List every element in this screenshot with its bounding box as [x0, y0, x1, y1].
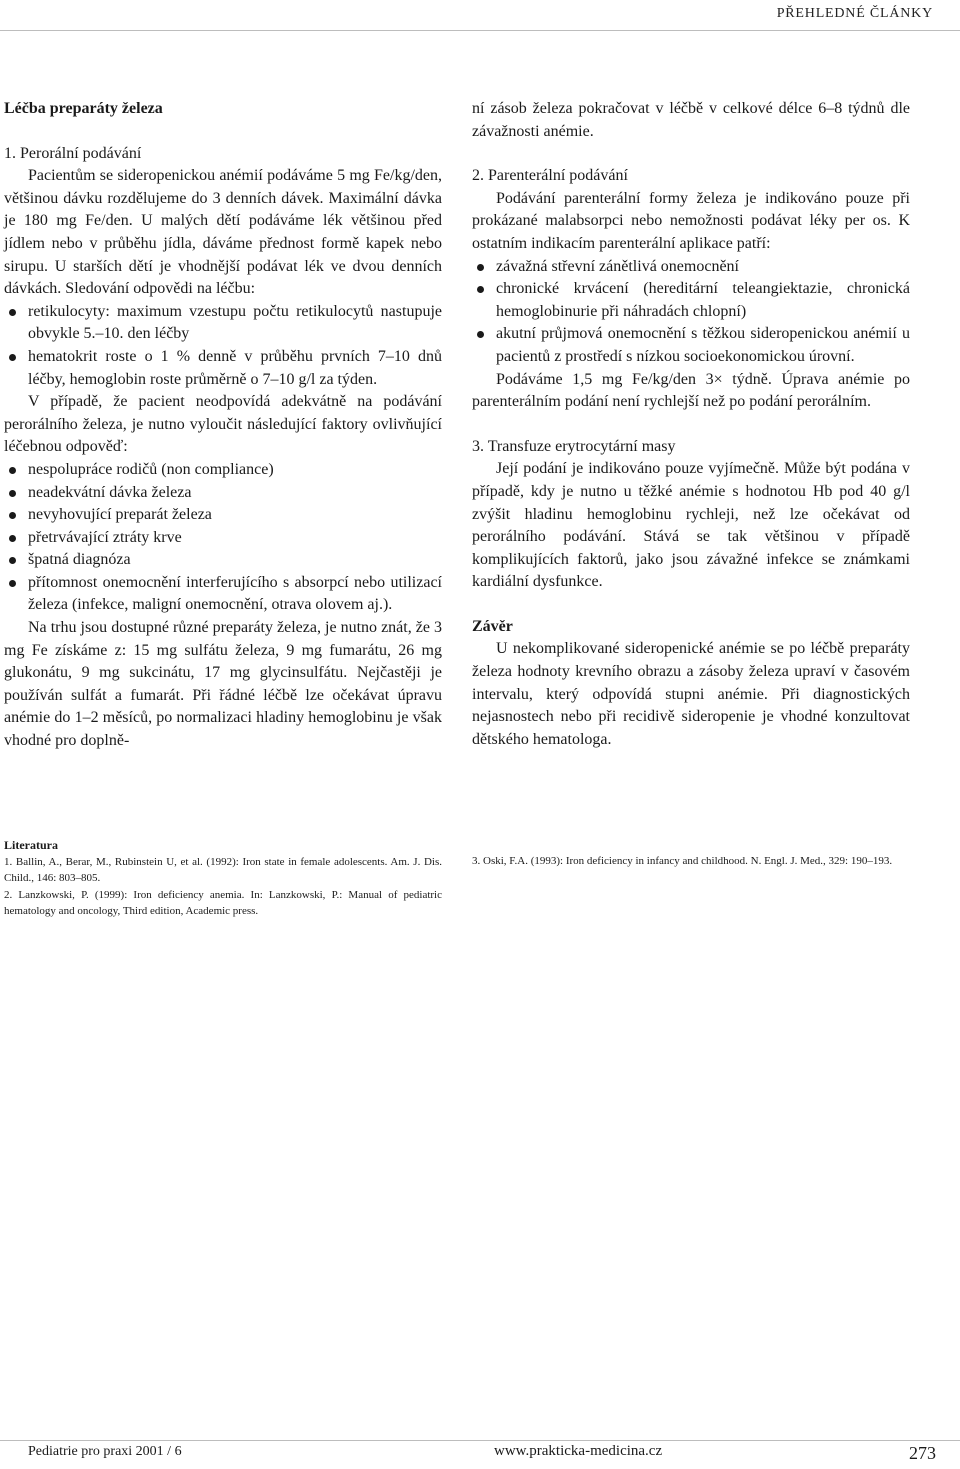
footer-divider	[0, 1440, 960, 1441]
reference-item: 1. Ballin, A., Berar, M., Rubinstein U, et al. (1992): Iron state in female adolescents. Am. J. Dis. Child., 146: 803–805.	[4, 855, 442, 884]
footer-url[interactable]: www.prakticka-medicina.cz	[494, 1443, 663, 1459]
list-item: hematokrit roste o 1 % denně v průběhu prvních 7–10 dnů léčby, hemoglobin roste průměrně o 7–10 g/l za týden.	[4, 346, 442, 391]
page-number: 273	[909, 1443, 936, 1463]
bullet-list	[4, 459, 442, 617]
literature-left	[4, 837, 442, 920]
bullet-list	[4, 301, 442, 391]
list-item: přetrvávající ztráty krve	[4, 527, 442, 550]
list-item: retikulocyty: maximum vzestupu počtu retikulocytů nastupuje obvykle 5.–10. den léčby	[4, 301, 442, 346]
list-item: přítomnost onemocnění interferujícího s absorpcí nebo utilizací železa (infekce, maligní onemocnění, otrava olovem aj.).	[4, 572, 442, 617]
list-item: závažná střevní zánětlivá onemocnění	[472, 256, 910, 279]
subsection-parenteral: 2. Parenterální podávání	[472, 167, 628, 185]
footer-journal: Pediatrie pro praxi 2001 / 6	[28, 1444, 182, 1459]
paragraph: Na trhu jsou dostupné různé preparáty železa, je nutno znát, že 3 mg Fe získáme z: 15 mg sulfátu železa, 9 mg fumarátu, 26 mg glukonátu, 9 mg sukcinátu, 17 mg glycinsulfátu. Nejčastěji je používán sulfát a fumarát. Při řádné léčbě lze očekávat úpravu anémie do 1–2 měsíců, po normalizaci hladiny hemoglobinu je však vhodné pro doplně-	[4, 619, 442, 750]
paragraph: V případě, že pacient neodpovídá adekvátně na podávání perorálního železa, je nutno vyloučit následující faktory ovlivňující léčebnou odpověď:	[4, 393, 442, 456]
literature-right	[472, 853, 910, 870]
paragraph: ní zásob železa pokračovat v léčbě v celkové délce 6–8 týdnů dle závažnosti anémie.	[472, 100, 910, 140]
paragraph: Její podání je indikováno pouze vyjímečně. Může být podána v případě, kdy je nutno u těžké anémie s hodnotou Hb pod 40 g/l zvýšit hladinu hemoglobinu rychleji, než lze očekávat od perorálního podávání. Stává se tak většinou v případě komplikujících faktorů, jako jsou závažné infekce se známkami kardiální dysfunkce.	[472, 460, 910, 591]
list-item: nevyhovující preparát železa	[4, 504, 442, 527]
section-title: PŘEHLEDNÉ ČLÁNKY	[776, 6, 933, 21]
literature-heading: Literatura	[4, 838, 58, 852]
list-item: akutní průjmová onemocnění s těžkou sideropenickou anémií u pacientů z prostředí s nízkou socioekonomickou úrovní.	[472, 323, 910, 368]
list-item: chronické krvácení (hereditární teleangiektazie, chronická hemoglobinurie při náhradách chlopní)	[472, 278, 910, 323]
paragraph: U nekomplikované sideropenické anémie se po léčbě preparáty železa hodnoty krevního obrazu a zásoby železa upraví v časovém intervalu, který odpovídá stupni anémie. Při diagnostických nejasnostech nebo při recidivě sideropenie je vhodné konzultovat dětského hematologa.	[472, 640, 910, 748]
section-heading: Léčba preparáty železa	[4, 100, 163, 117]
left-column	[4, 98, 442, 753]
list-item: nespolupráce rodičů (non compliance)	[4, 459, 442, 482]
right-column	[472, 98, 910, 751]
list-item: špatná diagnóza	[4, 549, 442, 572]
paragraph: Pacientům se sideropenickou anémií podáváme 5 mg Fe/kg/den, většinou dávku rozdělujeme do 3 denních dávek. Maximální dávka je 180 mg Fe/den. U malých dětí podáváme lék většinou před jídlem nebo v průběhu jídla, dáváme přednost formě kapek nebo sirupu. U starších dětí je vhodnější podávat lék ve dvou denních dávkách. Sledování odpovědi na léčbu:	[4, 167, 442, 298]
paragraph: Podávání parenterální formy železa je indikováno pouze při prokázané malabsorpci nebo nemožnosti podávat léky per os. K ostatním indikacím parenterální aplikace patří:	[472, 189, 910, 252]
list-item: neadekvátní dávka železa	[4, 482, 442, 505]
reference-item: 3. Oski, F.A. (1993): Iron deficiency in infancy and childhood. N. Engl. J. Med., 329: 190–193.	[472, 855, 893, 867]
paragraph: Podáváme 1,5 mg Fe/kg/den 3× týdně. Úprava anémie po parenterálním podání není rychlejší než po podání perorálním.	[472, 370, 910, 411]
subsection-transfusion: 3. Transfuze erytrocytární masy	[472, 437, 676, 455]
page-header	[0, 0, 960, 31]
conclusion-heading: Závěr	[472, 617, 513, 635]
subsection-oral: 1. Perorální podávání	[4, 144, 142, 162]
bullet-list	[472, 256, 910, 369]
reference-item: 2. Lanzkowski, P. (1999): Iron deficiency anemia. In: Lanzkowski, P.: Manual of pediatric hematology and oncology, Third edition, Academic press.	[4, 888, 442, 917]
